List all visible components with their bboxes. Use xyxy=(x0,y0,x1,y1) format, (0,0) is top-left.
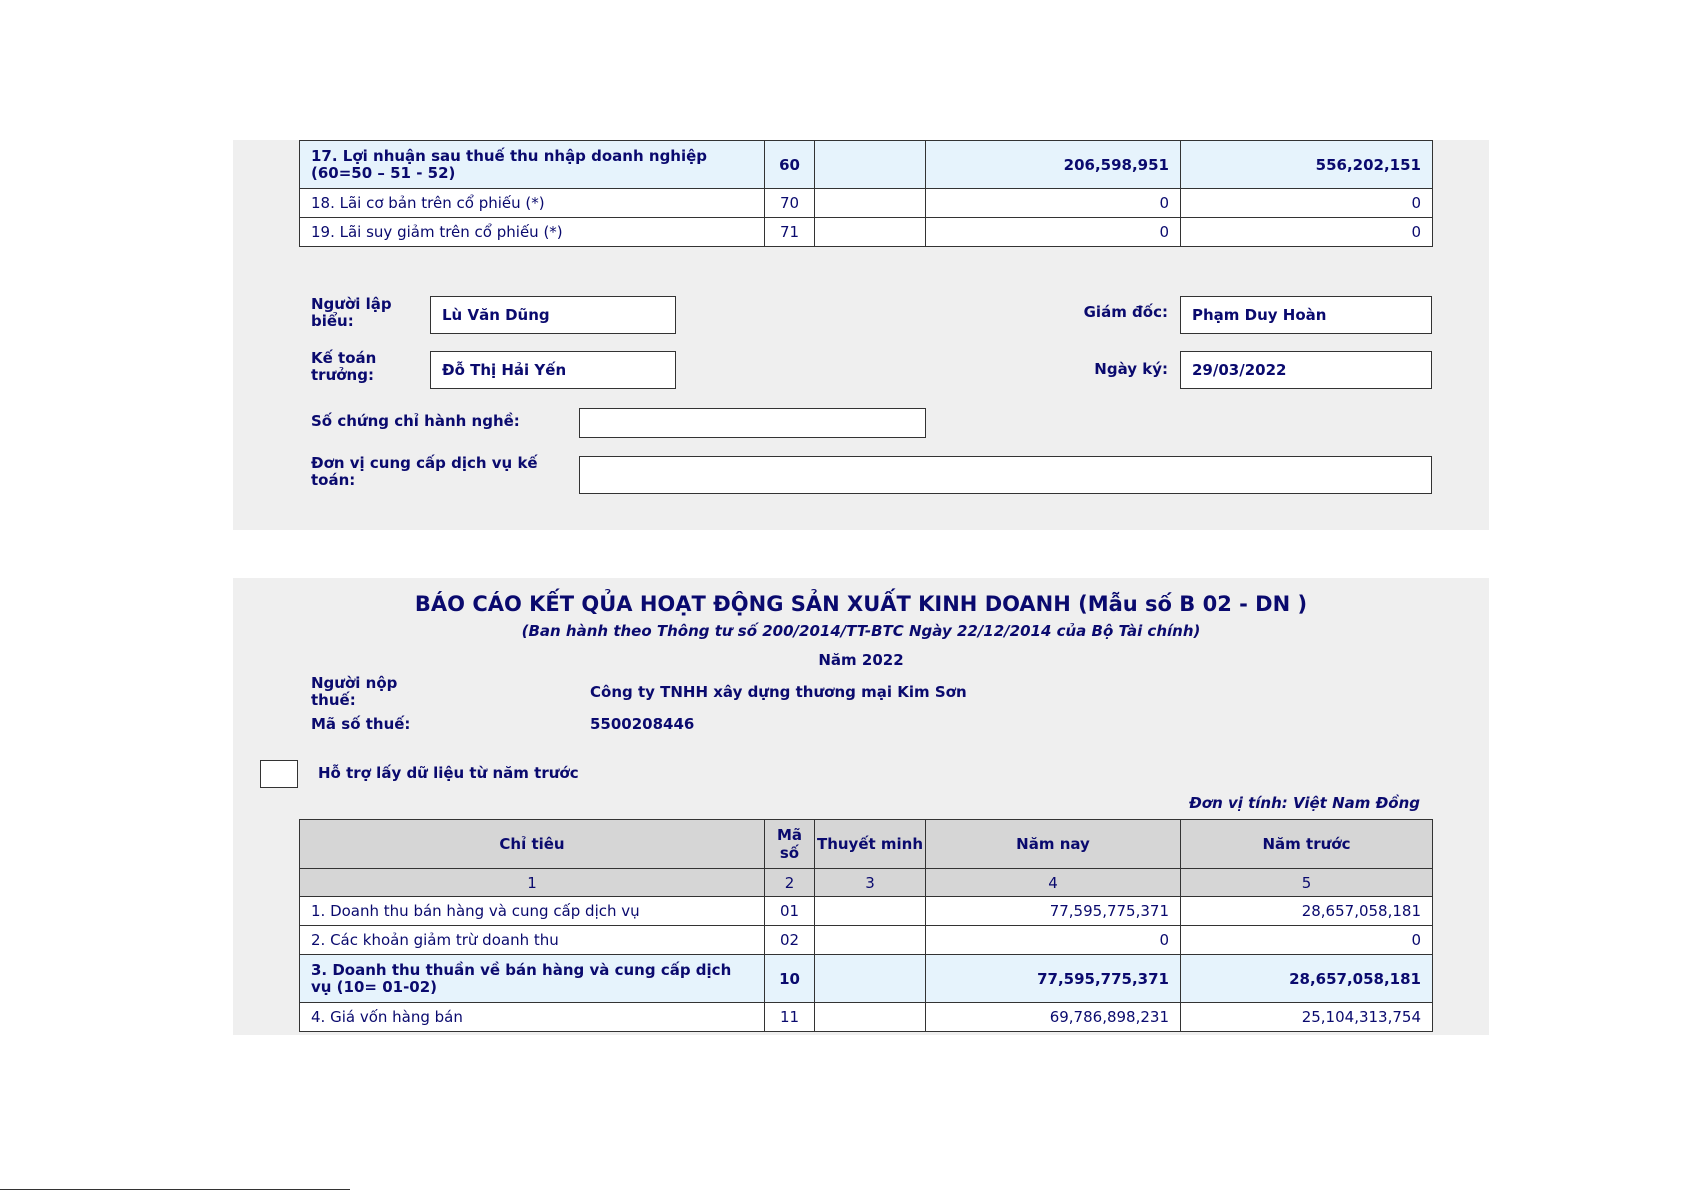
row-code: 02 xyxy=(765,926,815,955)
row-previous-year-value[interactable]: 556,202,151 xyxy=(1181,141,1433,189)
director-label: Giám đốc: xyxy=(1083,303,1168,321)
row-note-input[interactable] xyxy=(815,218,926,247)
row-previous-year-value[interactable]: 25,104,313,754 xyxy=(1181,1003,1433,1032)
row-label: 19. Lãi suy giảm trên cổ phiếu (*) xyxy=(300,218,765,247)
row-previous-year-value[interactable]: 0 xyxy=(1181,926,1433,955)
row-previous-year-value[interactable]: 28,657,058,181 xyxy=(1181,897,1433,926)
divider xyxy=(0,1189,350,1190)
column-number: 1 xyxy=(300,869,765,897)
table-row xyxy=(300,926,1433,955)
row-label: 4. Giá vốn hàng bán xyxy=(300,1003,765,1032)
column-number: 5 xyxy=(1181,869,1433,897)
service-provider-label: Đơn vị cung cấp dịch vụ kế toán: xyxy=(311,454,538,489)
top-report-table xyxy=(299,140,1433,247)
column-number: 3 xyxy=(815,869,926,897)
row-note-input[interactable] xyxy=(815,141,926,189)
income-statement-table xyxy=(299,819,1433,1032)
row-current-year-value[interactable]: 0 xyxy=(926,189,1181,218)
row-current-year-value[interactable]: 206,598,951 xyxy=(926,141,1181,189)
row-code: 01 xyxy=(765,897,815,926)
header-code: Mã số xyxy=(765,820,815,869)
row-label: 1. Doanh thu bán hàng và cung cấp dịch vụ xyxy=(300,897,765,926)
row-current-year-value[interactable]: 77,595,775,371 xyxy=(926,955,1181,1003)
row-current-year-value[interactable]: 77,595,775,371 xyxy=(926,897,1181,926)
report-subtitle: (Ban hành theo Thông tư số 200/2014/TT-BTC Ngày 22/12/2014 của Bộ Tài chính) xyxy=(521,622,1201,640)
preparer-field[interactable]: Lù Văn Dũng xyxy=(430,296,676,334)
table-row xyxy=(300,189,1433,218)
table-row xyxy=(300,897,1433,926)
preparer-label: Người lập biểu: xyxy=(311,295,392,330)
tax-code-label: Mã số thuế: xyxy=(311,715,411,733)
sign-date-label: Ngày ký: xyxy=(1094,360,1168,378)
column-number: 2 xyxy=(765,869,815,897)
row-current-year-value[interactable]: 0 xyxy=(926,926,1181,955)
row-code: 71 xyxy=(765,218,815,247)
table-row xyxy=(300,218,1433,247)
column-number: 4 xyxy=(926,869,1181,897)
table-row xyxy=(300,1003,1433,1032)
director-field[interactable]: Phạm Duy Hoàn xyxy=(1180,296,1432,334)
header-note: Thuyết minh xyxy=(815,820,926,869)
row-code: 11 xyxy=(765,1003,815,1032)
support-checkbox[interactable] xyxy=(260,760,298,788)
row-current-year-value[interactable]: 69,786,898,231 xyxy=(926,1003,1181,1032)
row-previous-year-value[interactable]: 0 xyxy=(1181,189,1433,218)
sign-date-field[interactable]: 29/03/2022 xyxy=(1180,351,1432,389)
support-label: Hỗ trợ lấy dữ liệu từ năm trước xyxy=(318,764,579,782)
table-header-row xyxy=(300,820,1433,869)
chief-accountant-field[interactable]: Đỗ Thị Hải Yến xyxy=(430,351,676,389)
row-previous-year-value[interactable]: 28,657,058,181 xyxy=(1181,955,1433,1003)
row-label: 18. Lãi cơ bản trên cổ phiếu (*) xyxy=(300,189,765,218)
row-current-year-value[interactable]: 0 xyxy=(926,218,1181,247)
row-previous-year-value[interactable]: 0 xyxy=(1181,218,1433,247)
row-code: 10 xyxy=(765,955,815,1003)
row-note-input[interactable] xyxy=(815,1003,926,1032)
row-label: 3. Doanh thu thuần về bán hàng và cung cấp dịch vụ (10= 01-02) xyxy=(300,955,765,1003)
service-provider-field[interactable] xyxy=(579,456,1432,494)
row-label: 2. Các khoản giảm trừ doanh thu xyxy=(300,926,765,955)
column-number-row xyxy=(300,869,1433,897)
certificate-label: Số chứng chỉ hành nghề: xyxy=(311,412,520,430)
row-note-input[interactable] xyxy=(815,897,926,926)
row-note-input[interactable] xyxy=(815,189,926,218)
taxpayer-label: Người nộp thuế: xyxy=(311,674,398,709)
header-previous-year: Năm trước xyxy=(1181,820,1433,869)
header-current-year: Năm nay xyxy=(926,820,1181,869)
unit-label: Đơn vị tính: Việt Nam Đồng xyxy=(1189,794,1420,812)
certificate-field[interactable] xyxy=(579,408,926,438)
header-indicator: Chỉ tiêu xyxy=(300,820,765,869)
row-note-input[interactable] xyxy=(815,955,926,1003)
report-title: BÁO CÁO KẾT QỦA HOẠT ĐỘNG SẢN XUẤT KINH DOANH (Mẫu số B 02 - DN ) xyxy=(414,592,1308,616)
chief-accountant-label: Kế toán trưởng: xyxy=(311,349,377,384)
taxpayer-value: Công ty TNHH xây dựng thương mại Kim Sơn xyxy=(590,683,967,701)
row-note-input[interactable] xyxy=(815,926,926,955)
row-label: 17. Lợi nhuận sau thuế thu nhập doanh nghiệp (60=50 – 51 - 52) xyxy=(300,141,765,189)
row-code: 70 xyxy=(765,189,815,218)
report-year: Năm 2022 xyxy=(818,651,904,669)
tax-code-value: 5500208446 xyxy=(590,715,695,733)
row-code: 60 xyxy=(765,141,815,189)
table-row xyxy=(300,955,1433,1003)
table-row xyxy=(300,141,1433,189)
